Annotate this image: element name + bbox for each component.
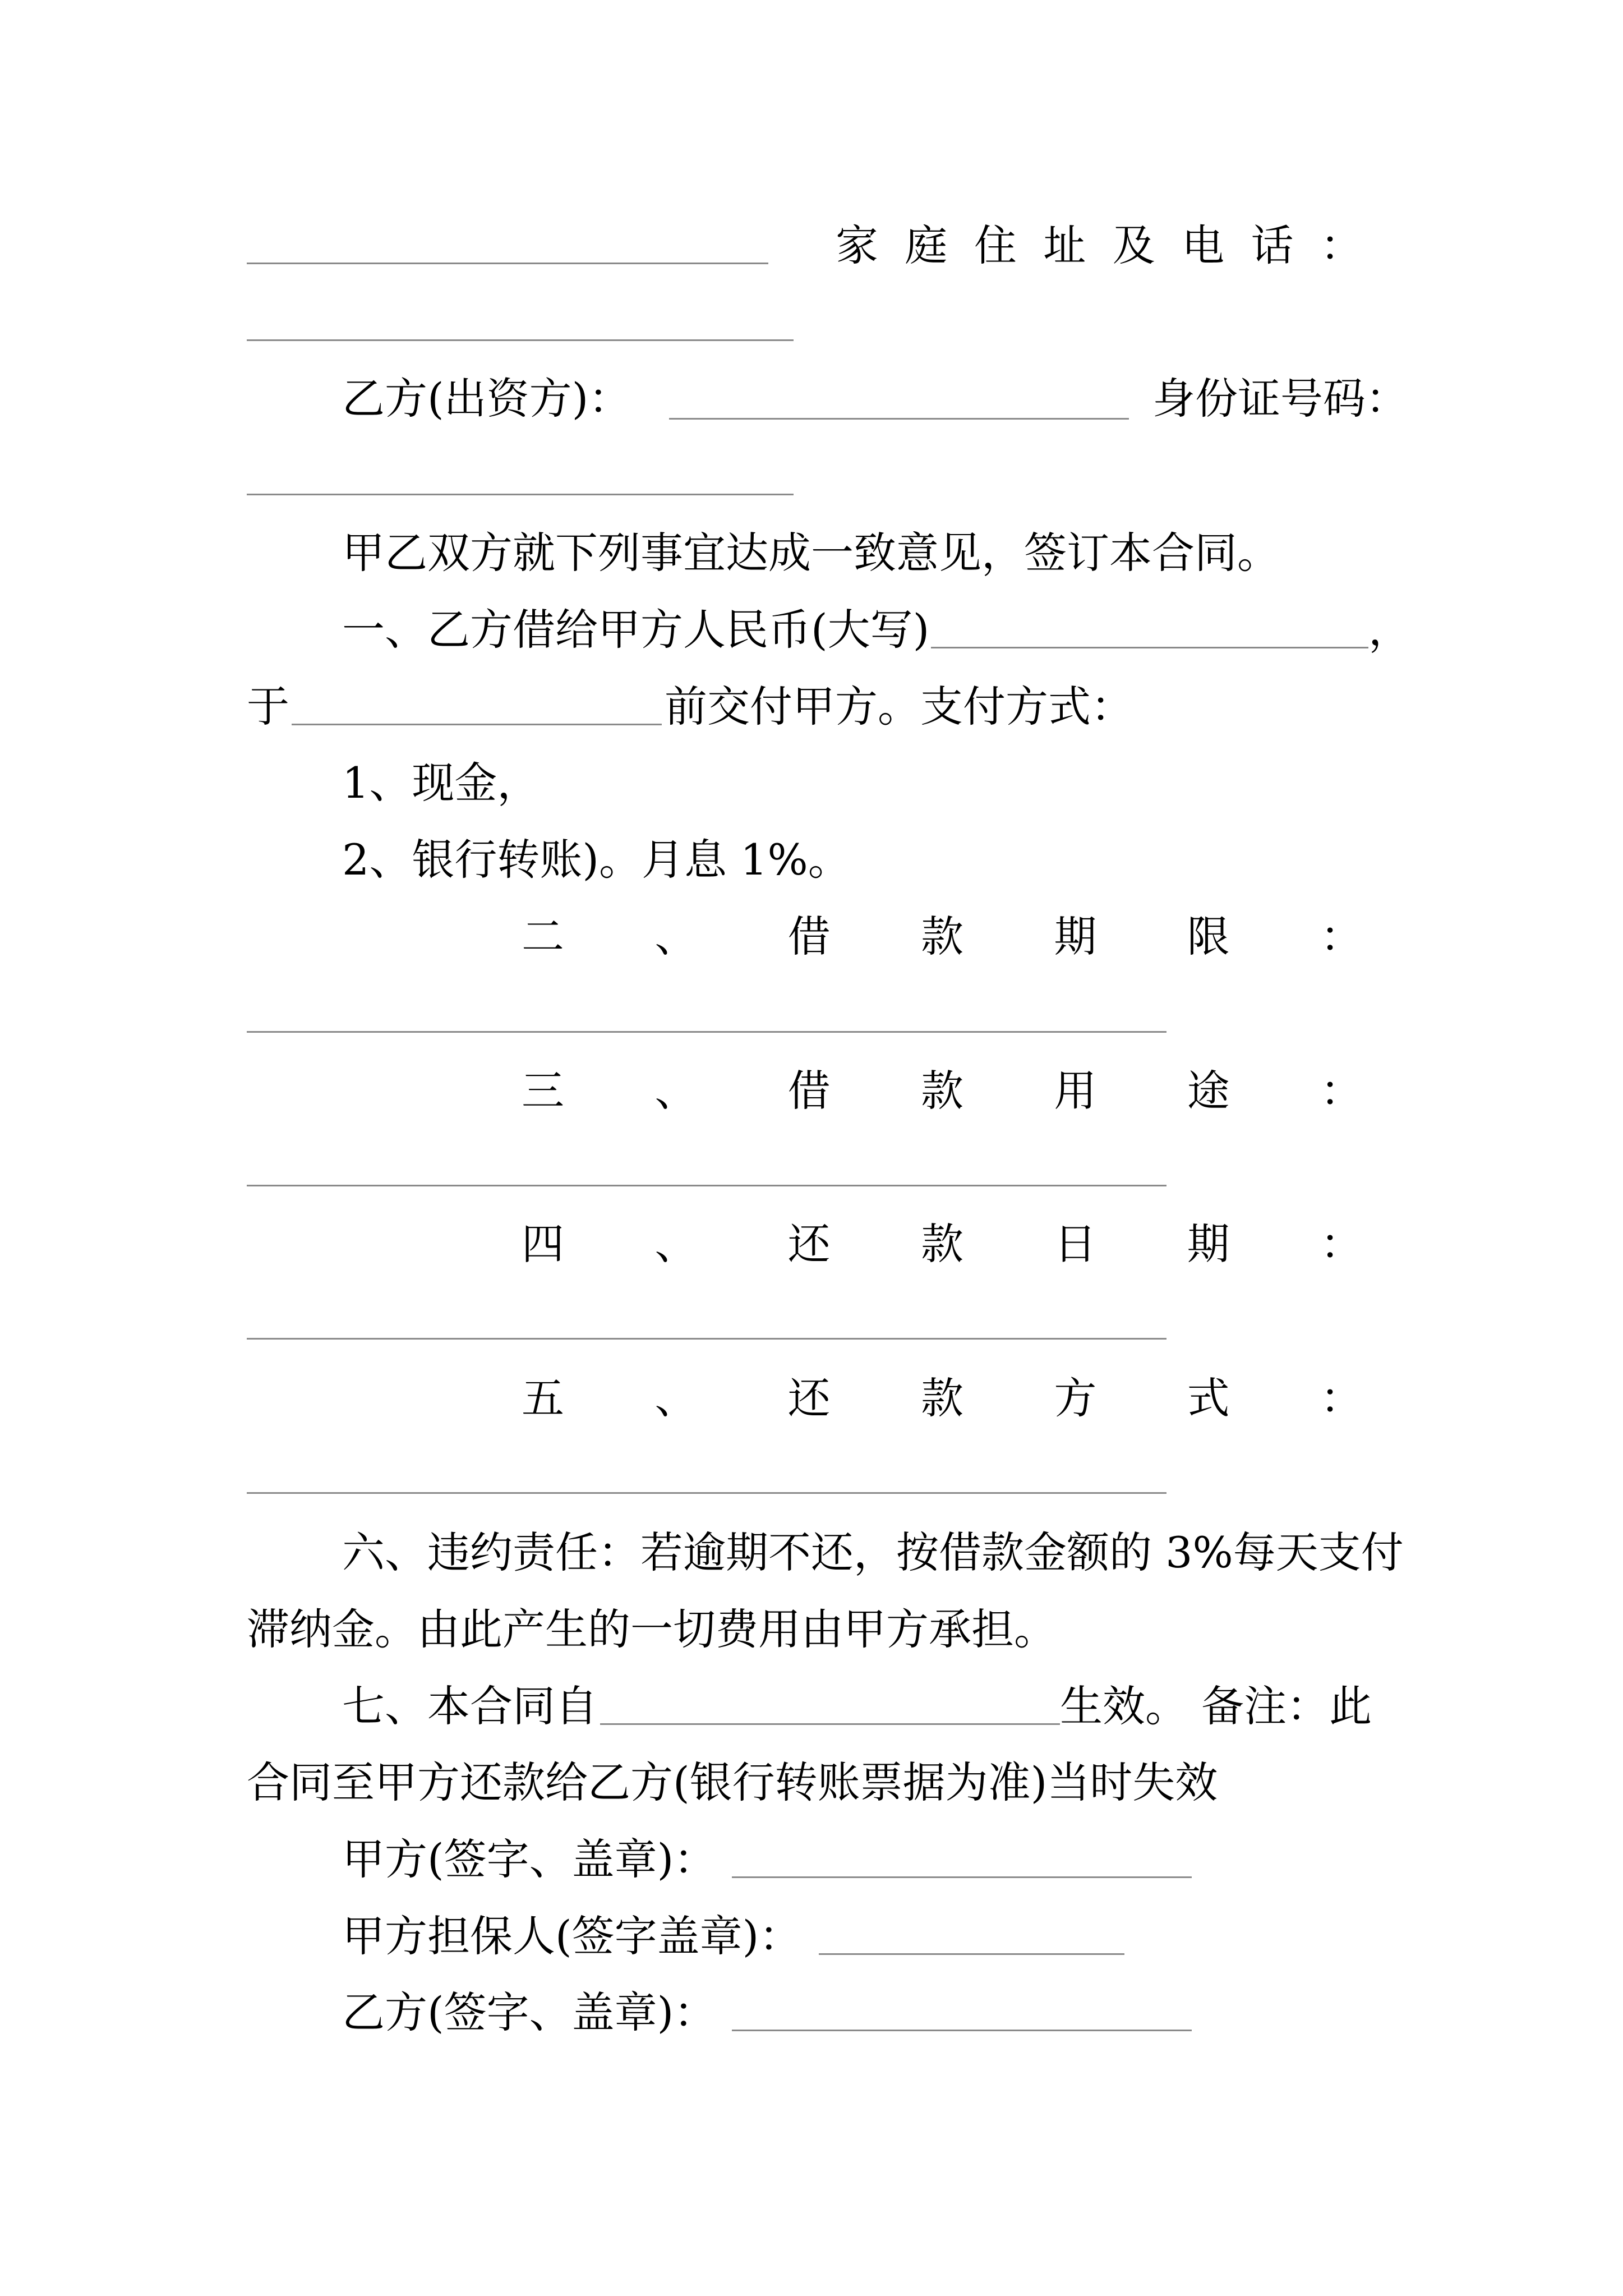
clause-1-line-2-prefix: 于 xyxy=(247,682,289,731)
clause-6-line-2: 滞纳金。由此产生的一切费用由甲方承担。 xyxy=(247,1604,1057,1654)
clause-5-repayment-method xyxy=(522,1373,1363,1423)
payment-method-cash: 1、现金， xyxy=(342,758,540,808)
clause-4-repayment-date xyxy=(522,1219,1363,1269)
label-char: 及 xyxy=(1112,220,1155,270)
clause-char: 、 xyxy=(654,1066,698,1116)
clause-char: 款 xyxy=(920,1373,963,1423)
blank-field-2 xyxy=(247,339,794,341)
clause-1-comma: ， xyxy=(1368,605,1411,655)
guarantor-signature-blank xyxy=(819,1953,1124,1955)
label-char: 话 xyxy=(1251,220,1294,270)
clause-char: 三 xyxy=(522,1066,564,1116)
label-char: 电 xyxy=(1182,220,1225,270)
clause-char: 款 xyxy=(920,912,963,961)
clause-char: 款 xyxy=(920,1219,963,1269)
clause-char: 还 xyxy=(787,1373,831,1423)
clause-char: 还 xyxy=(787,1219,831,1269)
clause-char: 二 xyxy=(522,912,564,961)
clause-char: 限 xyxy=(1187,912,1230,961)
clause-1-line-1: 一、乙方借给甲方人民币(大写) xyxy=(342,605,930,655)
clause-char: 、 xyxy=(654,1373,698,1423)
payment-method-bank-transfer: 2、银行转账)。月息 1%。 xyxy=(342,835,851,885)
clause-1-line-2-suffix: 前交付甲方。支付方式： xyxy=(665,682,1133,731)
blank-field-1 xyxy=(247,263,768,264)
label-char: ： xyxy=(1320,220,1363,270)
clause-char: ： xyxy=(1320,912,1363,961)
loan-purpose-blank xyxy=(247,1185,1166,1186)
label-char: 住 xyxy=(974,220,1017,270)
clause-char: ： xyxy=(1320,1373,1363,1423)
party-b-id-blank xyxy=(247,494,794,495)
clause-char: 途 xyxy=(1187,1066,1230,1116)
party-a-signature-blank xyxy=(732,1876,1192,1878)
label-char: 家 xyxy=(836,220,878,270)
clause-char: ： xyxy=(1320,1066,1363,1116)
clause-char: 、 xyxy=(654,1219,698,1269)
clause-char: 日 xyxy=(1054,1219,1097,1269)
loan-term-blank xyxy=(247,1031,1166,1033)
effective-date-blank xyxy=(600,1723,1060,1725)
party-b-signature-label: 乙方(签字、盖章)： xyxy=(342,1987,717,2037)
clause-char: 期 xyxy=(1054,912,1097,961)
clause-3-loan-purpose xyxy=(522,1066,1363,1116)
repayment-method-blank xyxy=(247,1492,1166,1494)
clause-char: 期 xyxy=(1187,1219,1230,1269)
repayment-date-blank xyxy=(247,1338,1166,1340)
home-address-phone-label xyxy=(836,220,1363,270)
party-a-signature-label: 甲方(签字、盖章)： xyxy=(342,1834,717,1884)
clause-char: 式 xyxy=(1187,1373,1230,1423)
clause-char: 五 xyxy=(522,1373,564,1423)
clause-7-suffix: 生效。 备注：此 xyxy=(1060,1681,1372,1731)
guarantor-signature-label: 甲方担保人(签字盖章)： xyxy=(342,1911,802,1961)
clause-char: 款 xyxy=(920,1066,963,1116)
clause-char: 四 xyxy=(522,1219,564,1269)
party-b-name-blank xyxy=(669,418,1129,420)
clause-6-line-1: 六、违约责任：若逾期不还，按借款金额的 3%每天支付 xyxy=(342,1527,1404,1577)
clause-2-loan-term xyxy=(522,912,1363,961)
loan-amount-blank xyxy=(931,647,1368,648)
clause-char: ： xyxy=(1320,1219,1363,1269)
intro-text: 甲乙双方就下列事宜达成一致意见，签订本合同。 xyxy=(342,528,1280,578)
clause-char: 借 xyxy=(787,912,831,961)
clause-7-line-2: 合同至甲方还款给乙方(银行转账票据为准)当时失效 xyxy=(247,1757,1218,1807)
party-b-id-label: 身份证号码： xyxy=(1152,374,1408,424)
clause-char: 用 xyxy=(1054,1066,1097,1116)
label-char: 庭 xyxy=(905,220,948,270)
party-b-signature-blank xyxy=(732,2030,1192,2031)
party-b-label: 乙方(出资方)： xyxy=(342,374,631,424)
clause-char: 借 xyxy=(787,1066,831,1116)
clause-char: 方 xyxy=(1054,1373,1097,1423)
delivery-date-blank xyxy=(292,724,662,725)
clause-7-prefix: 七、本合同自 xyxy=(342,1681,598,1731)
clause-char: 、 xyxy=(654,912,698,961)
label-char: 址 xyxy=(1043,220,1086,270)
